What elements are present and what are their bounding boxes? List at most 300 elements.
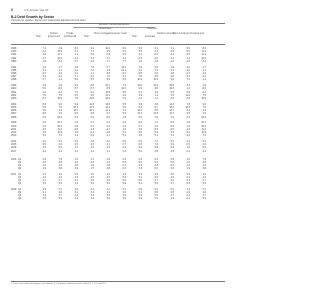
table-cell: 4.9 bbox=[154, 90, 158, 94]
column-header: Private nonfinancial bbox=[63, 33, 77, 38]
table-cell: -0.5 bbox=[153, 53, 158, 57]
row-year: 2009 bbox=[11, 121, 17, 125]
table-cell: -3.1 bbox=[105, 124, 110, 128]
table-cell: 3.9 bbox=[202, 109, 206, 113]
table-cell: 10.9 bbox=[57, 50, 62, 54]
row-year: 1989 bbox=[11, 47, 17, 50]
table-cell: 8.6 bbox=[154, 75, 158, 79]
table-cell: 5.4 bbox=[138, 90, 142, 94]
table-cell: 0.8 bbox=[74, 127, 78, 131]
table-cell: 5.6 bbox=[122, 179, 126, 183]
table-cell: 5.8 bbox=[138, 187, 142, 191]
table-cell: 5.3 bbox=[90, 56, 94, 60]
table-cell: 6.0 bbox=[42, 115, 46, 119]
table-cell: 10.9 bbox=[137, 78, 142, 82]
table-cell: 4.7 bbox=[58, 65, 62, 69]
table-cell: 3.3 bbox=[74, 115, 78, 119]
table-cell: 8.3 bbox=[58, 59, 62, 63]
table-cell: -1.3 bbox=[169, 59, 174, 63]
table-cell: 10.1 bbox=[105, 84, 110, 88]
table-cell: 3.1 bbox=[106, 149, 110, 153]
table-cell: 5.2 bbox=[42, 157, 46, 161]
table-cell: 10.9 bbox=[57, 97, 62, 100]
table-cell: 9.0 bbox=[58, 102, 62, 106]
row-quarter: Q3 bbox=[18, 164, 22, 168]
table-cell: 10.9 bbox=[201, 97, 206, 100]
table-cell: 5.8 bbox=[154, 146, 158, 150]
table-cell: 6.1 bbox=[202, 187, 206, 191]
table-cell: 8.6 bbox=[154, 109, 158, 113]
table-cell: 5.5 bbox=[138, 161, 142, 164]
table-cell: 5.6 bbox=[138, 72, 142, 75]
table-cell: 5.8 bbox=[58, 167, 62, 171]
table-cell: 3.4 bbox=[90, 149, 94, 153]
table-cell: 3.6 bbox=[170, 172, 174, 176]
table-cell: 1.4 bbox=[186, 87, 190, 91]
table-row bbox=[11, 97, 225, 100]
table-cell: 8.0 bbox=[202, 47, 206, 50]
table-cell: 4.0 bbox=[202, 191, 206, 194]
table-cell: 5.1 bbox=[138, 176, 142, 179]
table-cell: 4.9 bbox=[122, 194, 126, 198]
table-cell: 7.8 bbox=[138, 75, 142, 79]
table-cell: 11.1 bbox=[105, 109, 110, 113]
table-cell: -4.4 bbox=[121, 121, 126, 125]
table-cell: 4.7 bbox=[202, 65, 206, 69]
table-cell: 5.8 bbox=[138, 131, 142, 134]
row-year: 2008 bbox=[11, 115, 17, 119]
row-quarter: Q2 bbox=[18, 191, 22, 194]
table-cell: 5.9 bbox=[58, 197, 62, 201]
table-cell: 3.3 bbox=[90, 194, 94, 198]
table-cell: 1.4 bbox=[154, 93, 158, 97]
table-cell: 7.1 bbox=[74, 75, 78, 79]
table-cell: 5.6 bbox=[154, 191, 158, 194]
bottom-rule bbox=[11, 281, 225, 282]
row-year: 2017 bbox=[11, 172, 17, 176]
table-cell: 10.9 bbox=[201, 56, 206, 60]
table-cell: 3.6 bbox=[42, 134, 46, 138]
table-cell: 3.9 bbox=[74, 167, 78, 171]
table-cell: 7.0 bbox=[90, 68, 94, 72]
table-cell: 8.8 bbox=[90, 84, 94, 88]
table-cell: 4.8 bbox=[170, 72, 174, 75]
table-cell: 6.0 bbox=[122, 47, 126, 50]
column-header: Home mortgage bbox=[93, 33, 111, 35]
table-cell: -1.4 bbox=[105, 121, 110, 125]
row-year: 2000 bbox=[11, 87, 17, 91]
row-year: 1997 bbox=[11, 75, 17, 79]
table-cell: 4.6 bbox=[42, 65, 46, 69]
table-cell: 8.5 bbox=[90, 78, 94, 82]
row-year: 1992 bbox=[11, 56, 17, 60]
table-cell: 5.7 bbox=[154, 106, 158, 109]
table-cell: 7.5 bbox=[58, 157, 62, 161]
table-cell: -1.4 bbox=[57, 78, 62, 82]
table-cell: 2.4 bbox=[74, 134, 78, 138]
table-cell: 22.7 bbox=[57, 121, 62, 125]
table-cell: 5.3 bbox=[138, 47, 142, 50]
table-cell: 5.0 bbox=[170, 161, 174, 164]
table-cell: 3.4 bbox=[90, 182, 94, 186]
table-row bbox=[11, 116, 225, 119]
row-year: 2014 bbox=[11, 140, 17, 143]
row-year: 1994 bbox=[11, 65, 17, 69]
table-cell: 4.4 bbox=[58, 149, 62, 153]
table-row bbox=[11, 197, 225, 200]
table-cell: -0.2 bbox=[201, 90, 206, 94]
table-cell: 5.2 bbox=[138, 197, 142, 201]
table-cell: 12.1 bbox=[105, 93, 110, 97]
table-cell: 10.2 bbox=[105, 47, 110, 50]
table-cell: 3.0 bbox=[90, 146, 94, 150]
table-cell: 4.5 bbox=[42, 146, 46, 150]
table-cell: 4.3 bbox=[138, 172, 142, 176]
table-cell: 2.8 bbox=[154, 59, 158, 63]
table-cell: 8.1 bbox=[42, 97, 46, 100]
table-cell: 6.8 bbox=[170, 75, 174, 79]
table-cell: 10.3 bbox=[121, 87, 126, 91]
table-cell: 4.5 bbox=[74, 187, 78, 191]
table-cell: 4.7 bbox=[202, 194, 206, 198]
column-header: Nonfed. government bbox=[47, 33, 61, 38]
table-row bbox=[11, 78, 225, 81]
table-cell: 4.3 bbox=[42, 194, 46, 198]
table-cell: 8.5 bbox=[186, 53, 190, 57]
table-cell: 1.9 bbox=[186, 124, 190, 128]
table-cell: 3.4 bbox=[170, 134, 174, 138]
table-cell: 13.3 bbox=[153, 112, 158, 116]
table-cell: 9.3 bbox=[106, 78, 110, 82]
table-cell: 8.2 bbox=[74, 47, 78, 50]
table-cell: -0.5 bbox=[105, 115, 110, 119]
table-cell: 6.0 bbox=[154, 167, 158, 171]
table-cell: 0.6 bbox=[186, 182, 190, 186]
row-year: 1990 bbox=[11, 50, 17, 54]
table-cell: 5.9 bbox=[154, 182, 158, 186]
table-cell: 10.5 bbox=[105, 90, 110, 94]
table-cell: 4.4 bbox=[122, 172, 126, 176]
table-footnote: 1. Data in this table also appear in the Board's Z.1 quarterly statistical release, tables D.1, D.2, and D.3. bbox=[11, 283, 107, 285]
table-cell: 4.6 bbox=[42, 53, 46, 57]
table-cell: 4.4 bbox=[58, 164, 62, 168]
table-cell: 3.1 bbox=[154, 50, 158, 54]
table-cell: 6.2 bbox=[138, 68, 142, 72]
table-cell: 2.3 bbox=[186, 56, 190, 60]
table-cell: 4.6 bbox=[42, 161, 46, 164]
table-cell: 6.6 bbox=[170, 90, 174, 94]
table-cell: 11.1 bbox=[201, 53, 206, 57]
table-cell: 4.2 bbox=[42, 167, 46, 171]
table-cell: 5.1 bbox=[122, 187, 126, 191]
table-cell: 2.8 bbox=[106, 164, 110, 168]
table-cell: 5.6 bbox=[170, 93, 174, 97]
table-cell: 3.9 bbox=[170, 131, 174, 134]
table-cell: 3.3 bbox=[186, 84, 190, 88]
table-cell: 4.3 bbox=[74, 176, 78, 179]
table-cell: 3.6 bbox=[90, 176, 94, 179]
table-cell: -1.9 bbox=[201, 84, 206, 88]
table-cell: 4.1 bbox=[74, 191, 78, 194]
table-cell: 5.8 bbox=[122, 112, 126, 116]
table-cell: 6.5 bbox=[74, 93, 78, 97]
row-year: 2002 bbox=[11, 93, 17, 97]
table-cell: 1.4 bbox=[186, 187, 190, 191]
table-cell: -4.0 bbox=[185, 65, 190, 69]
row-year: 2016 bbox=[11, 157, 17, 161]
table-cell: 0.2 bbox=[90, 115, 94, 119]
table-cell: 4.2 bbox=[74, 194, 78, 198]
row-year: 2015 bbox=[11, 143, 17, 147]
table-cell: 2.6 bbox=[90, 143, 94, 147]
table-cell: 2.9 bbox=[90, 164, 94, 168]
table-cell: 5.1 bbox=[202, 140, 206, 143]
table-cell: 6.0 bbox=[138, 115, 142, 119]
table-cell: 7.1 bbox=[154, 140, 158, 143]
table-cell: -0.2 bbox=[185, 149, 190, 153]
table-cell: 4.7 bbox=[170, 194, 174, 198]
table-cell: 4.0 bbox=[42, 164, 46, 168]
table-cell: 6.8 bbox=[138, 102, 142, 106]
table-cell: 20.2 bbox=[57, 124, 62, 128]
table-cell: 10.3 bbox=[73, 106, 78, 109]
row-year: 2007 bbox=[11, 112, 17, 116]
table-cell: 5.3 bbox=[138, 182, 142, 186]
table-cell: 5.2 bbox=[138, 194, 142, 198]
table-cell: -3.2 bbox=[169, 53, 174, 57]
table-cell: -5.2 bbox=[169, 121, 174, 125]
row-year: 2016 bbox=[11, 146, 17, 150]
row-year: 2012 bbox=[11, 131, 17, 134]
table-cell: 4.2 bbox=[42, 124, 46, 128]
table-cell: 7.8 bbox=[186, 102, 190, 106]
table-cell: 4.5 bbox=[138, 134, 142, 138]
table-cell: 4.7 bbox=[58, 179, 62, 183]
table-cell: 2.8 bbox=[170, 65, 174, 69]
table-cell: 3.9 bbox=[138, 65, 142, 69]
row-year: 2006 bbox=[11, 109, 17, 113]
table-cell: 4.1 bbox=[202, 68, 206, 72]
table-cell: -1.3 bbox=[185, 127, 190, 131]
table-cell: 3.4 bbox=[42, 172, 46, 176]
table-cell: 4.1 bbox=[58, 68, 62, 72]
table-cell: 7.0 bbox=[58, 106, 62, 109]
table-cell: 4.1 bbox=[74, 149, 78, 153]
row-year: 1998 bbox=[11, 78, 17, 82]
table-cell: 6.5 bbox=[186, 59, 190, 63]
column-header: Total bbox=[131, 36, 137, 38]
table-cell: 5.6 bbox=[58, 146, 62, 150]
table-cell: 3.1 bbox=[106, 172, 110, 176]
table-cell: 2.2 bbox=[186, 164, 190, 168]
table-cell: 11.4 bbox=[57, 127, 62, 131]
table-cell: 7.0 bbox=[106, 75, 110, 79]
table-cell: 4.5 bbox=[122, 106, 126, 109]
table-cell: 11.5 bbox=[89, 106, 94, 109]
table-cell: 6.7 bbox=[106, 112, 110, 116]
table-row bbox=[11, 150, 225, 153]
table-cell: -2.2 bbox=[185, 134, 190, 138]
table-cell: 0.3 bbox=[106, 140, 110, 143]
row-year: 2018 bbox=[11, 187, 17, 191]
table-cell: 24.2 bbox=[57, 115, 62, 119]
table-cell: 6.3 bbox=[42, 50, 46, 54]
table-cell: 1.6 bbox=[186, 157, 190, 161]
table-cell: 6.6 bbox=[154, 72, 158, 75]
table-cell: 2.0 bbox=[122, 50, 126, 54]
table-cell: 5.4 bbox=[202, 182, 206, 186]
table-cell: 5.0 bbox=[42, 87, 46, 91]
table-cell: 3.9 bbox=[138, 127, 142, 131]
table-cell: 5.4 bbox=[170, 146, 174, 150]
table-cell: 4.2 bbox=[202, 176, 206, 179]
table-cell: 10.9 bbox=[201, 131, 206, 134]
table-cell: 4.3 bbox=[42, 176, 46, 179]
table-cell: 10.5 bbox=[137, 84, 142, 88]
table-cell: 9.5 bbox=[74, 78, 78, 82]
table-cell: -1.4 bbox=[137, 53, 142, 57]
table-cell: 7.2 bbox=[74, 90, 78, 94]
column-header: Federal govt. bbox=[191, 33, 205, 35]
table-cell: 9.5 bbox=[42, 106, 46, 109]
table-cell: 6.8 bbox=[122, 161, 126, 164]
table-cell: -1.9 bbox=[185, 172, 190, 176]
row-year: 1995 bbox=[11, 68, 17, 72]
table-cell: 4.8 bbox=[42, 131, 46, 134]
table-cell: 3.2 bbox=[58, 172, 62, 176]
table-cell: 11.1 bbox=[57, 53, 62, 57]
table-cell: 5.2 bbox=[122, 97, 126, 100]
row-quarter: Q4 bbox=[18, 182, 22, 186]
column-header: Corporate bbox=[144, 36, 156, 38]
table-cell: -1.3 bbox=[89, 127, 94, 131]
table-cell: 3.1 bbox=[106, 187, 110, 191]
table-cell: 3.3 bbox=[106, 176, 110, 179]
table-cell: 10.6 bbox=[169, 87, 174, 91]
table-cell: -0.9 bbox=[73, 124, 78, 128]
table-cell: 4.3 bbox=[74, 182, 78, 186]
table-cell: 4.5 bbox=[170, 191, 174, 194]
column-header: Total bbox=[35, 36, 41, 38]
table-cell: 5.2 bbox=[170, 187, 174, 191]
table-cell: 5.4 bbox=[154, 197, 158, 201]
table-cell: 0.2 bbox=[186, 179, 190, 183]
table-cell: 6.1 bbox=[106, 56, 110, 60]
table-cell: 8.7 bbox=[74, 87, 78, 91]
table-cell: 6.8 bbox=[90, 112, 94, 116]
table-cell: -2.1 bbox=[105, 127, 110, 131]
table-cell: 3.0 bbox=[106, 197, 110, 201]
table-cell: 4.5 bbox=[170, 97, 174, 100]
table-cell: 4.2 bbox=[74, 179, 78, 183]
table-cell: 5.1 bbox=[58, 140, 62, 143]
table-cell: 2.8 bbox=[106, 167, 110, 171]
table-cell: 3.6 bbox=[74, 172, 78, 176]
table-cell: 20.2 bbox=[201, 124, 206, 128]
table-cell: 7.5 bbox=[202, 157, 206, 161]
table-cell: 11.8 bbox=[89, 97, 94, 100]
table-cell: 1.1 bbox=[154, 97, 158, 100]
table-cell: 9.5 bbox=[186, 112, 190, 116]
table-cell: 6.1 bbox=[58, 187, 62, 191]
table-cell: 10.0 bbox=[73, 109, 78, 113]
table-cell: 6.9 bbox=[154, 131, 158, 134]
table-cell: 7.8 bbox=[90, 65, 94, 69]
table-cell: 14.1 bbox=[121, 68, 126, 72]
header-rule bbox=[11, 44, 225, 45]
table-cell: 6.7 bbox=[122, 143, 126, 147]
table-cell: 5.5 bbox=[154, 176, 158, 179]
table-cell: 6.2 bbox=[154, 187, 158, 191]
table-cell: 5.5 bbox=[154, 127, 158, 131]
table-cell: 4.4 bbox=[122, 75, 126, 79]
table-cell: 4.4 bbox=[42, 179, 46, 183]
table-cell: 4.7 bbox=[202, 179, 206, 183]
table-cell: 2.5 bbox=[74, 131, 78, 134]
table-cell: 2.2 bbox=[74, 56, 78, 60]
table-cell: 13.4 bbox=[105, 106, 110, 109]
table-cell: -1.7 bbox=[89, 121, 94, 125]
table-cell: 7.4 bbox=[42, 47, 46, 50]
table-cell: 5.4 bbox=[122, 176, 126, 179]
row-year: 2011 bbox=[11, 127, 17, 131]
table-cell: 5.0 bbox=[138, 179, 142, 183]
table-cell: 4.8 bbox=[74, 65, 78, 69]
table-cell: 10.9 bbox=[57, 131, 62, 134]
running-title: U.S. Annual, Year XX bbox=[24, 8, 49, 12]
table-cell: 0.5 bbox=[90, 134, 94, 138]
table-cell: 13.7 bbox=[169, 109, 174, 113]
table-cell: 6.5 bbox=[138, 140, 142, 143]
table-row bbox=[11, 182, 225, 185]
table-cell: 3.5 bbox=[42, 127, 46, 131]
table-cell: 7.2 bbox=[202, 134, 206, 138]
table-cell: 5.4 bbox=[122, 149, 126, 153]
table-cell: 4.6 bbox=[42, 182, 46, 186]
table-cell: -0.9 bbox=[137, 56, 142, 60]
table-cell: 5.2 bbox=[170, 143, 174, 147]
table-cell: 24.2 bbox=[201, 115, 206, 119]
table-cell: 9.0 bbox=[42, 109, 46, 113]
table-cell: -1.0 bbox=[185, 191, 190, 194]
table-cell: 3.3 bbox=[90, 191, 94, 194]
table-cell: -1.9 bbox=[57, 84, 62, 88]
table-cell: -0.1 bbox=[89, 131, 94, 134]
row-quarter: Q4 bbox=[18, 167, 22, 171]
table-cell: 5.0 bbox=[138, 149, 142, 153]
table-cell: 6.8 bbox=[106, 53, 110, 57]
table-cell: 7.0 bbox=[42, 93, 46, 97]
table-cell: 7.1 bbox=[90, 72, 94, 75]
table-cell: 4.5 bbox=[122, 93, 126, 97]
table-cell: -1.1 bbox=[185, 140, 190, 143]
table-cell: 4.6 bbox=[58, 143, 62, 147]
table-cell: 8.5 bbox=[122, 90, 126, 94]
table-cell: 6.8 bbox=[106, 72, 110, 75]
table-cell: 9.2 bbox=[90, 47, 94, 50]
table-cell: 11.0 bbox=[185, 93, 190, 97]
row-quarter: Q1 bbox=[18, 187, 22, 191]
table-cell: 9.2 bbox=[74, 102, 78, 106]
column-header: Consumer credit bbox=[109, 33, 127, 35]
table-cell: 4.9 bbox=[202, 112, 206, 116]
table-cell: 14.5 bbox=[121, 65, 126, 69]
table-cell: 3.4 bbox=[90, 161, 94, 164]
table-cell: 3.5 bbox=[138, 50, 142, 54]
table-cell: 11.3 bbox=[153, 78, 158, 82]
table-cell: 9.5 bbox=[74, 84, 78, 88]
table-cell: -4.6 bbox=[185, 68, 190, 72]
